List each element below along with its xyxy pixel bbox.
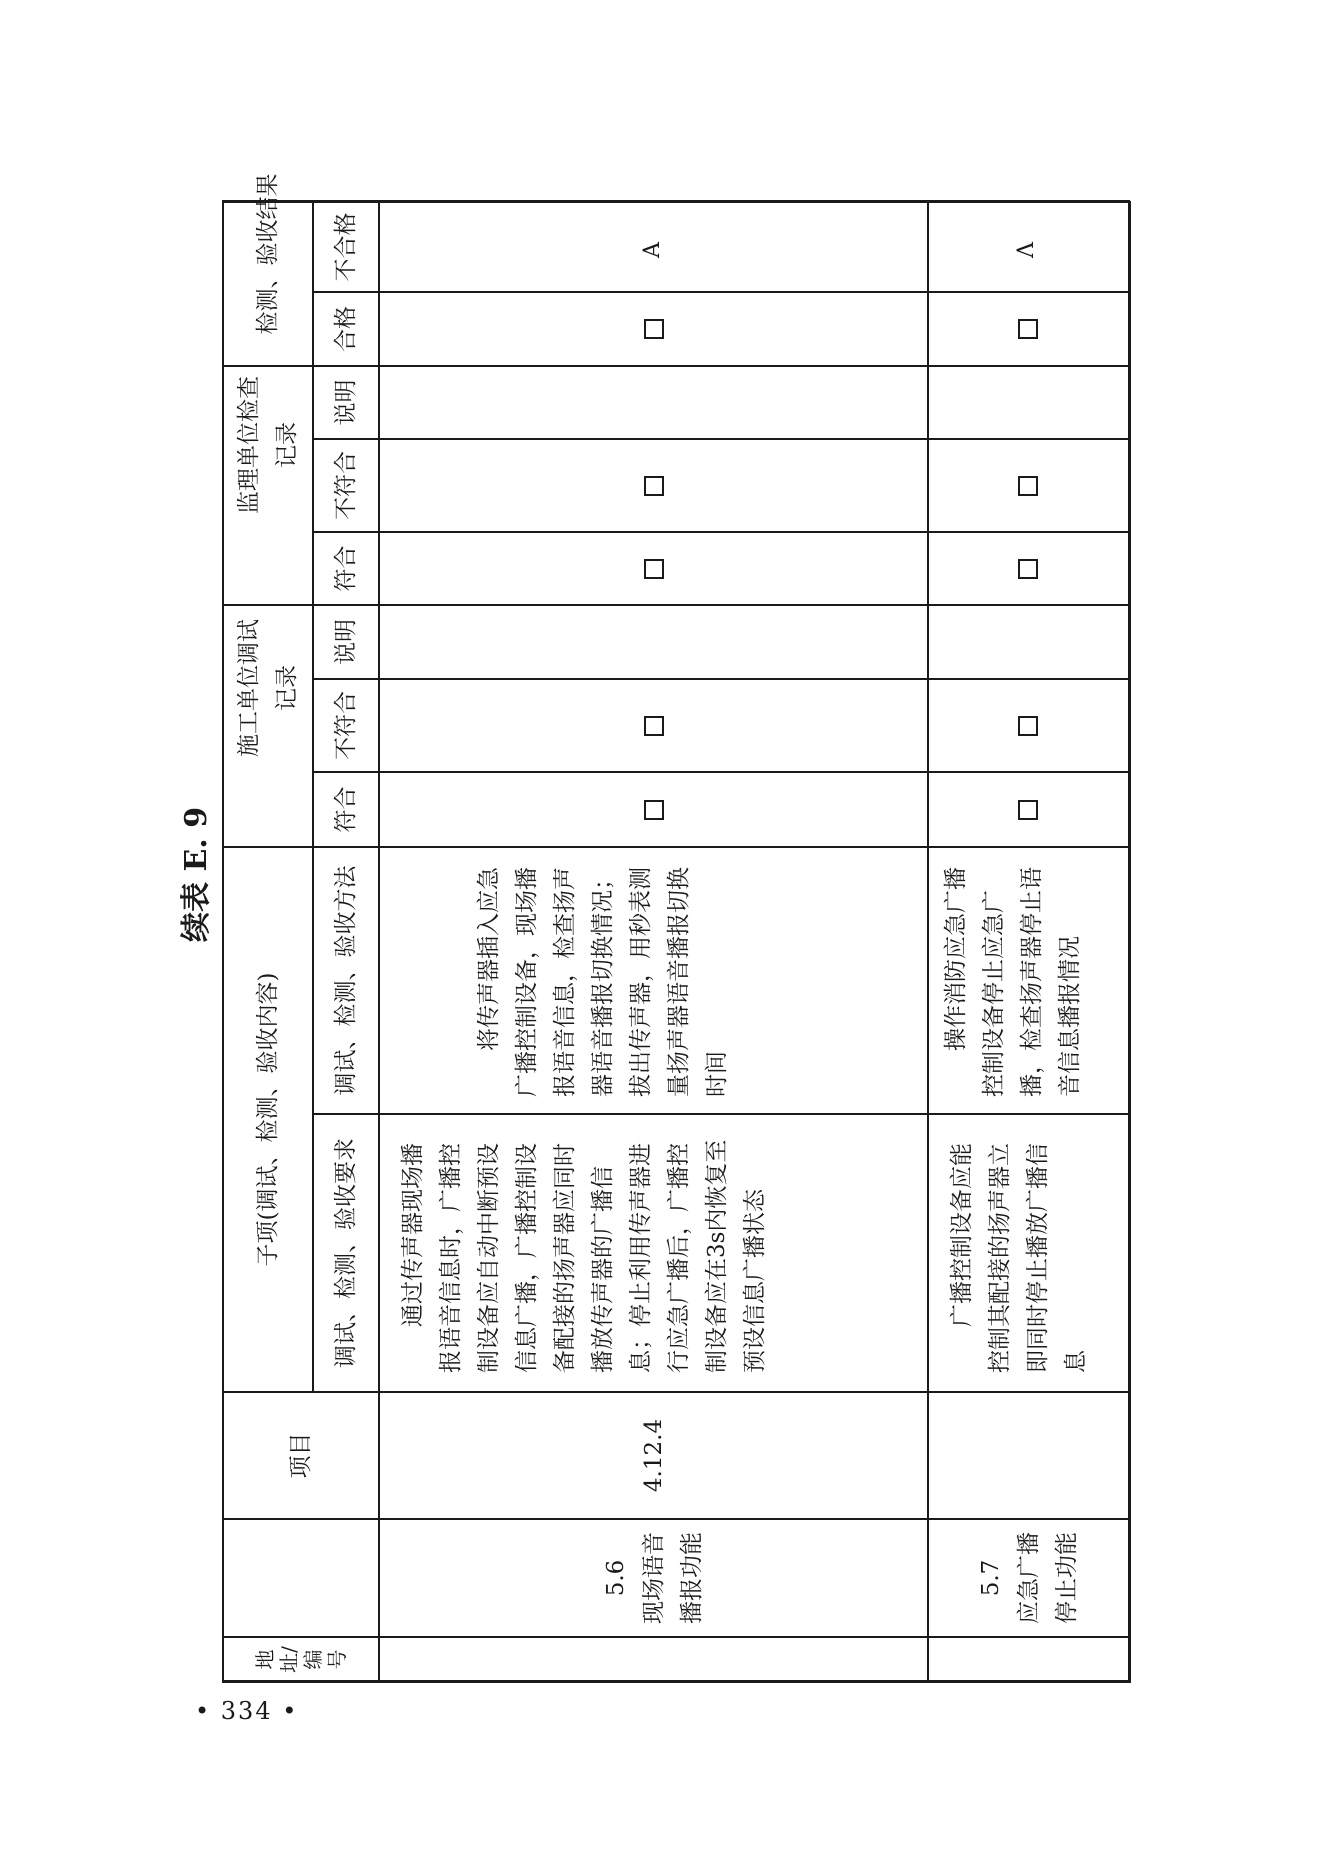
table-title: 续表 E. 9: [179, 806, 214, 942]
header-pass: 合格: [333, 306, 359, 352]
header-s-note: 说明: [333, 379, 359, 426]
header-supervision: 监理单位检查记录: [236, 376, 300, 514]
col-sep-s2: [312, 438, 1130, 440]
row2-clause: [929, 1393, 1128, 1518]
row1-project: 5.6 现场语音 播报功能: [602, 1532, 705, 1624]
header-project: 项目: [288, 1432, 314, 1479]
row1-s-nonconform-checkbox[interactable]: [644, 476, 664, 496]
row1-fail-mark: A: [640, 242, 665, 258]
header-fail: 不合格: [333, 212, 359, 282]
header-sub: 子项(调试、检测、验收内容): [255, 972, 281, 1267]
row1-method: 将传声器插入应急广播控制设备，现场播报语音信息，检查扬声器语音播报切换情况；拔出传声器，用秒表测量扬声器语音播报切换时间: [476, 867, 730, 1097]
header-req: 调试、检测、验收要求: [333, 1138, 359, 1368]
row2-s-nonconform-checkbox[interactable]: [1018, 476, 1038, 496]
rotated-table: [222, 173, 1130, 1683]
row1-s-conform-checkbox[interactable]: [644, 559, 664, 579]
header-c-note: 说明: [333, 619, 359, 665]
col-sep-r1: [312, 291, 1130, 293]
row1-clause: 4.12.4: [640, 1418, 667, 1493]
col-sep-s1: [312, 531, 1130, 533]
row1-pass-checkbox[interactable]: [644, 319, 664, 339]
row2-s-conform-checkbox[interactable]: [1018, 559, 1038, 579]
table-border-bottom: [1128, 201, 1131, 1683]
header-addr: 地址/编号: [253, 1646, 349, 1673]
row2-pass-checkbox[interactable]: [1018, 319, 1038, 339]
page-number: • 334 •: [195, 1697, 299, 1725]
header-c-conform: 符合: [333, 786, 359, 833]
row2-fail-mark: Λ: [1014, 242, 1039, 258]
row2-method: 操作消防应急广播控制设备停止应急广播，检查扬声器停止语音信息播报情况: [943, 867, 1083, 1097]
col-sep-c1: [312, 771, 1130, 773]
header-inspection: 检测、验收结果: [255, 173, 281, 335]
row2-c-conform-checkbox[interactable]: [1018, 800, 1038, 820]
header-construction: 施工单位调试记录: [236, 619, 300, 757]
header-s-conform: 符合: [333, 545, 359, 592]
row2-project: 5.7 应急广播 停止功能: [977, 1532, 1080, 1624]
row2-c-nonconform-checkbox[interactable]: [1018, 716, 1038, 736]
row2-requirement: 广播控制设备应能控制其配接的扬声器立即同时停止播放广播信息: [949, 1143, 1089, 1373]
header-s-nonconform: 不符合: [333, 451, 359, 520]
row1-c-conform-checkbox[interactable]: [644, 800, 664, 820]
header-method: 调试、检测、验收方法: [333, 865, 359, 1096]
header-c-nonconform: 不符合: [333, 691, 359, 760]
row1-c-nonconform-checkbox[interactable]: [644, 716, 664, 736]
col-sep-c2: [312, 678, 1130, 680]
row1-requirement: 通过传声器现场播报语音信息时，广播控制设备应自动中断预设信息广播，广播控制设备配接的扬声器应同时播放传声器的广播信息；停止利用传声器进行应急广播后，广播控制设备应在3s内恢复至预设信息广播状态: [400, 1139, 768, 1373]
